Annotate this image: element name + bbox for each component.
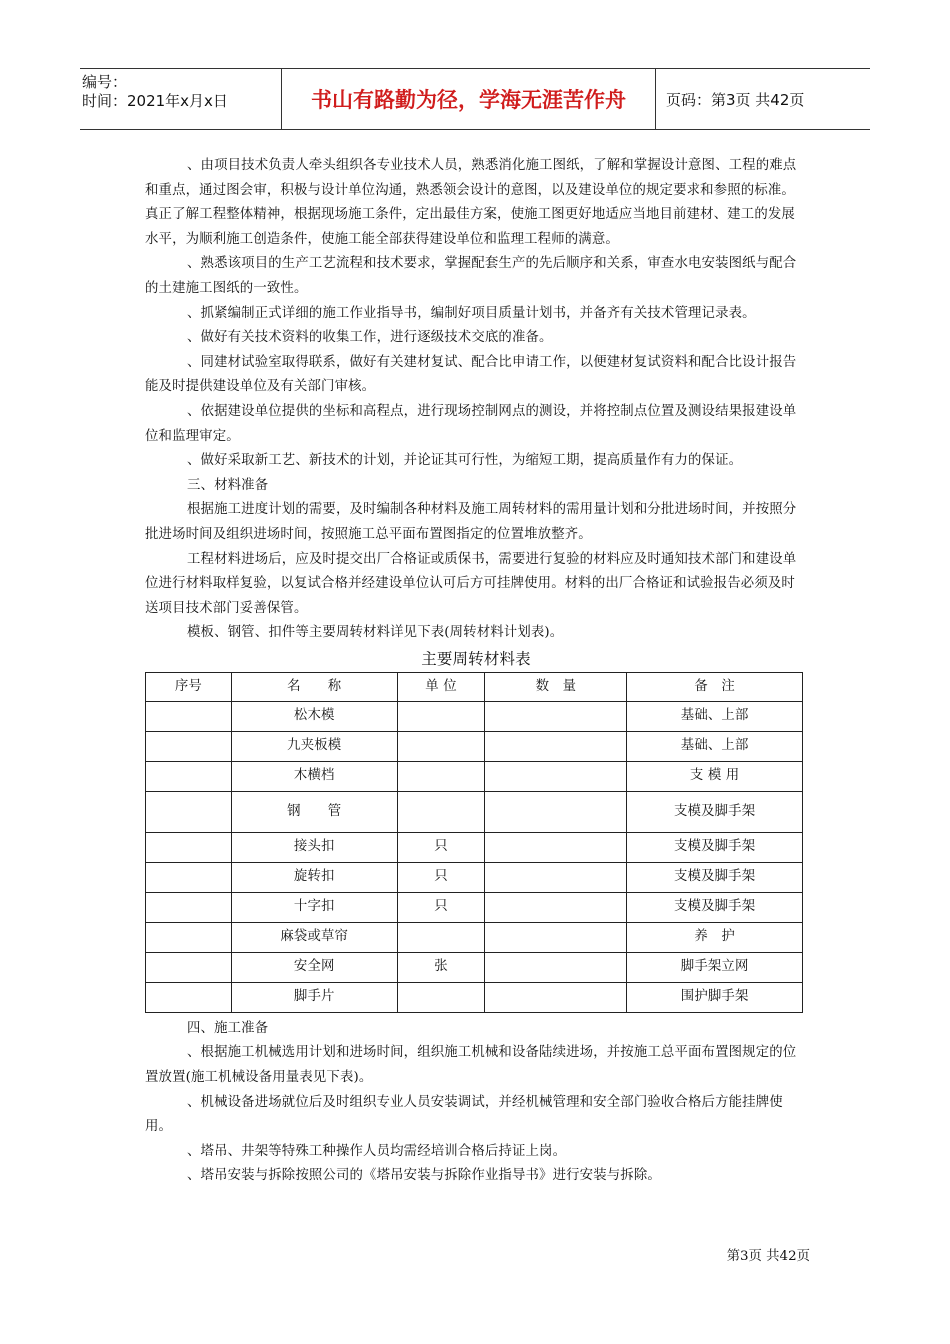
paragraph: 、塔吊、井架等特殊工种操作人员均需经培训合格后持证上岗。 <box>187 1143 567 1159</box>
cell-unit <box>397 922 485 952</box>
paragraph: 、塔吊安装与拆除按照公司的《塔吊安装与拆除作业指导书》进行安装与拆除。 <box>187 1168 661 1184</box>
paragraph: 、依据建设单位提供的坐标和高程点，进行现场控制网点的测设，并将控制点位置及测设结果报建设单位和监理审定。 <box>145 403 797 444</box>
cell-unit <box>397 731 485 761</box>
paragraph: 、抓紧编制正式详细的施工作业指导书，编制好项目质量计划书，并备齐有关技术管理记录表。 <box>187 305 756 321</box>
header-cell: 名 称 <box>231 672 397 701</box>
cell-qty <box>485 701 627 731</box>
table-header-row <box>146 672 803 701</box>
paragraph: 、熟悉该项目的生产工艺流程和技术要求，掌握配套生产的先后顺序和关系，审查水电安装图纸与配合的土建施工图纸的一致性。 <box>145 256 797 296</box>
header-cell: 数 量 <box>485 672 627 701</box>
header-cell: 备 注 <box>627 672 803 701</box>
section-four <box>145 1017 807 1189</box>
cell-qty <box>485 731 627 761</box>
paragraph: 、做好有关技术资料的收集工作，进行逐级技术交底的准备。 <box>187 330 553 346</box>
table-row <box>146 791 803 832</box>
page-footer: 第3页 共42页 <box>726 1249 810 1264</box>
document-body <box>145 154 807 1189</box>
cell-name: 松木模 <box>231 701 397 731</box>
paragraph: 、机械设备进场就位后及时组织专业人员安装调试，并经机械管理和安全部门验收合格后方能挂牌使用。 <box>145 1094 783 1135</box>
section-heading: 四、施工准备 <box>187 1020 269 1036</box>
header-motto: 书山有路勤为径，学海无涯苦作舟 <box>282 69 656 129</box>
cell-seq <box>146 862 232 892</box>
cell-qty <box>485 791 627 832</box>
cell-qty <box>485 761 627 791</box>
cell-name: 钢 管 <box>231 791 397 832</box>
table-title: 主要周转材料表 <box>421 649 531 668</box>
paragraph: 、由项目技术负责人牵头组织各专业技术人员，熟悉消化施工图纸，了解和掌握设计意图、工程的难点和重点，通过图会审，积极与设计单位沟通，熟悉领会设计的意图，以及建设单位的规定要求和参照的标准。真正了解工程整体精神，根据现场施工条件，定出最佳方案，使施工图更好地适应当地目前建材、建工的发展水平，为顺利施工创造条件，使施工能全部获得建设单位和监理工程师的满意。 <box>145 158 797 247</box>
section-heading: 三、材料准备 <box>187 477 269 493</box>
number-label: 编号： <box>82 73 128 91</box>
cell-name: 十字扣 <box>231 892 397 922</box>
paragraph: 根据施工进度计划的需要，及时编制各种材料及施工周转材料的需用量计划和分批进场时间，并按照分批进场时间及组织进场时间，按照施工总平面布置图指定的位置堆放整齐。 <box>145 502 797 542</box>
cell-qty <box>485 952 627 982</box>
cell-name: 脚手片 <box>231 982 397 1012</box>
cell-seq <box>146 791 232 832</box>
cell-seq <box>146 982 232 1012</box>
cell-name: 旋转扣 <box>231 862 397 892</box>
cell-qty <box>485 892 627 922</box>
cell-note: 基础、上部 <box>627 701 803 731</box>
materials-table <box>145 672 803 1013</box>
paragraph: 工程材料进场后，应及时提交出厂合格证或质保书，需要进行复验的材料应及时通知技术部门和建设单位进行材料取样复验，以复试合格并经建设单位认可后方可挂牌使用。材料的出厂合格证和试验报告必须及时送项目技术部门妥善保管。 <box>145 551 797 616</box>
cell-unit: 张 <box>397 952 485 982</box>
paragraph: 、做好采取新工艺、新技术的计划，并论证其可行性，为缩短工期，提高质量作有力的保证。 <box>187 453 743 469</box>
header-cell: 序号 <box>146 672 232 701</box>
cell-note: 支模及脚手架 <box>627 862 803 892</box>
cell-unit: 只 <box>397 862 485 892</box>
header-meta <box>80 69 282 129</box>
cell-note: 养 护 <box>627 922 803 952</box>
cell-note: 支模及脚手架 <box>627 832 803 862</box>
cell-seq <box>146 731 232 761</box>
page-header <box>80 68 870 130</box>
paragraph: 、同建材试验室取得联系，做好有关建材复试、配合比申请工作，以便建材复试资料和配合比设计报告能及时提供建设单位及有关部门审核。 <box>145 354 797 395</box>
table-row <box>146 892 803 922</box>
header-cell: 单 位 <box>397 672 485 701</box>
cell-unit <box>397 701 485 731</box>
cell-name: 九夹板模 <box>231 731 397 761</box>
header-page-number: 页码：第3页 共42页 <box>666 90 805 109</box>
cell-seq <box>146 761 232 791</box>
cell-note: 支模及脚手架 <box>627 892 803 922</box>
table-row <box>146 862 803 892</box>
time-label: 时间：2021年x月x日 <box>82 92 228 110</box>
cell-note: 脚手架立网 <box>627 952 803 982</box>
table-row <box>146 832 803 862</box>
paragraph: 模板、钢管、扣件等主要周转材料详见下表(周转材料计划表)。 <box>187 625 564 641</box>
cell-qty <box>485 922 627 952</box>
table-row <box>146 952 803 982</box>
cell-seq <box>146 832 232 862</box>
cell-name: 安全网 <box>231 952 397 982</box>
table-row <box>146 701 803 731</box>
paragraph: 、根据施工机械选用计划和进场时间，组织施工机械和设备陆续进场，并按施工总平面布置图规定的位置放置(施工机械设备用量表见下表)。 <box>145 1045 797 1086</box>
table-row <box>146 761 803 791</box>
cell-note: 支模及脚手架 <box>627 791 803 832</box>
cell-unit <box>397 761 485 791</box>
cell-note: 基础、上部 <box>627 731 803 761</box>
cell-unit: 只 <box>397 892 485 922</box>
cell-seq <box>146 701 232 731</box>
cell-note: 围护脚手架 <box>627 982 803 1012</box>
table-row <box>146 731 803 761</box>
cell-note: 支 模 用 <box>627 761 803 791</box>
cell-unit <box>397 982 485 1012</box>
cell-seq <box>146 892 232 922</box>
cell-qty <box>485 982 627 1012</box>
cell-unit: 只 <box>397 832 485 862</box>
cell-unit <box>397 791 485 832</box>
table-row <box>146 982 803 1012</box>
cell-qty <box>485 832 627 862</box>
cell-name: 麻袋或草帘 <box>231 922 397 952</box>
cell-name: 接头扣 <box>231 832 397 862</box>
cell-seq <box>146 922 232 952</box>
cell-name: 木横档 <box>231 761 397 791</box>
table-row <box>146 922 803 952</box>
cell-seq <box>146 952 232 982</box>
cell-qty <box>485 862 627 892</box>
